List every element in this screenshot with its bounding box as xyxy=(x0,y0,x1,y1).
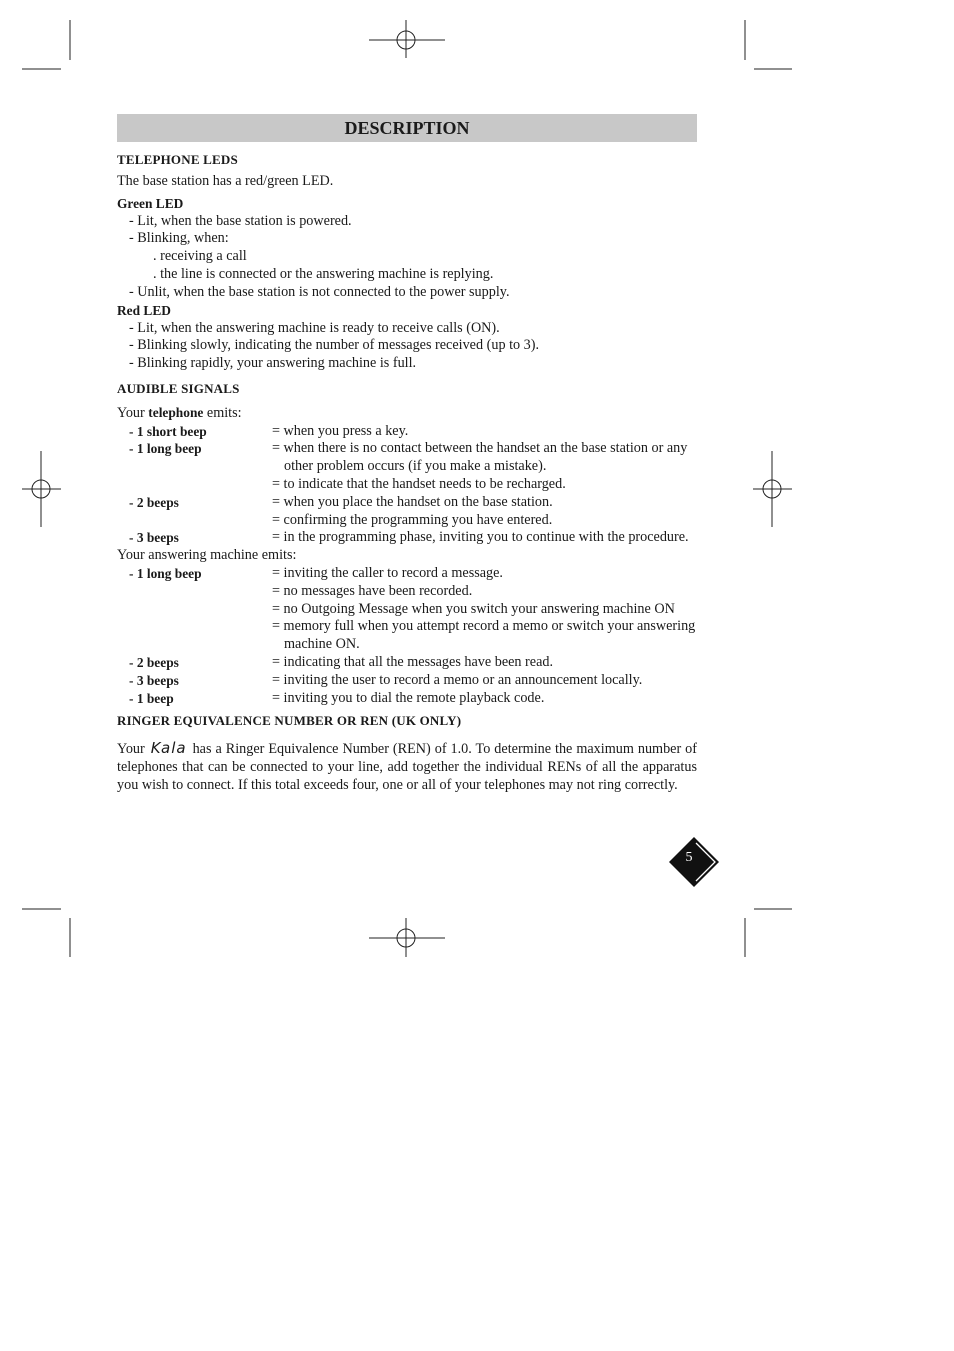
leds-intro: The base station has a red/green LED. xyxy=(117,172,334,189)
page-number: 5 xyxy=(685,850,693,865)
red-led-item: - Lit, when the answering machine is ready to receive calls (ON). xyxy=(129,319,500,336)
signal-row: - 1 short beep = when you press a key. xyxy=(129,422,409,439)
page-title: DESCRIPTION xyxy=(117,114,697,142)
page-content xyxy=(117,114,697,795)
signal-row: - 2 beeps = indicating that all the messages have been read. xyxy=(129,653,554,670)
red-led-item: - Blinking slowly, indicating the number of messages received (up to 3). xyxy=(129,337,540,354)
green-led-subitem: . receiving a call xyxy=(153,248,247,265)
green-led-item: - Unlit, when the base station is not connected to the power supply. xyxy=(129,283,510,300)
red-led-item: - Blinking rapidly, your answering machine is full. xyxy=(129,355,417,372)
red-led-heading: Red LED xyxy=(117,302,171,318)
green-led-item: - Blinking, when: xyxy=(129,230,229,247)
signal-row: - 1 long beep = inviting the caller to record a message. xyxy=(129,564,503,581)
signal-row: - 3 beeps = inviting the user to record a memo or an announcement locally. xyxy=(129,671,643,688)
section-heading-ren: RINGER EQUIVALENCE NUMBER OR REN (UK ONLY) xyxy=(117,713,462,729)
signal-row: - 1 beep = inviting you to dial the remote playback code. xyxy=(129,689,545,706)
signal-row: = memory full when you attempt record a memo or switch your answering machine ON. xyxy=(272,618,696,653)
green-led-item: - Lit, when the base station is powered. xyxy=(129,212,352,229)
telephone-emits-intro: Your telephone emits: xyxy=(117,404,242,421)
green-led-subitem: . the line is connected or the answering machine is replying. xyxy=(153,265,494,282)
section-heading-telephone-leds: TELEPHONE LEDS xyxy=(117,152,238,167)
signal-row: = to indicate that the handset needs to be recharged. xyxy=(272,475,566,492)
section-heading-audible-signals: AUDIBLE SIGNALS xyxy=(117,380,240,396)
signal-row: - 2 beeps = when you place the handset on the base station. xyxy=(129,493,553,510)
green-led-heading: Green LED xyxy=(117,195,184,211)
answering-machine-emits-intro: Your answering machine emits: xyxy=(117,547,297,564)
signal-row: - 1 long beep = when there is no contact between the handset an the base station or any other problem occurs (if you make a mistake). xyxy=(129,440,688,475)
telephone-signals-table xyxy=(117,423,697,548)
ren-paragraph: Your Kala has a Ringer Equivalence Number (REN) of 1.0. To determine the maximum number of telephones that can be connected to your line, add together the individual RENs of all the apparatus you wish to connect. If this total exceeds four, one or all of your telephones may not ring correctly. xyxy=(117,739,697,793)
answering-machine-signals-table xyxy=(117,565,697,707)
signal-row: = confirming the programming you have entered. xyxy=(272,511,553,528)
signal-row: = no messages have been recorded. xyxy=(272,582,473,599)
signal-row: - 3 beeps = in the programming phase, inviting you to continue with the procedure. xyxy=(129,529,689,546)
signal-row: = no Outgoing Message when you switch your answering machine ON xyxy=(272,600,675,617)
kala-logo: Kala xyxy=(150,739,187,758)
